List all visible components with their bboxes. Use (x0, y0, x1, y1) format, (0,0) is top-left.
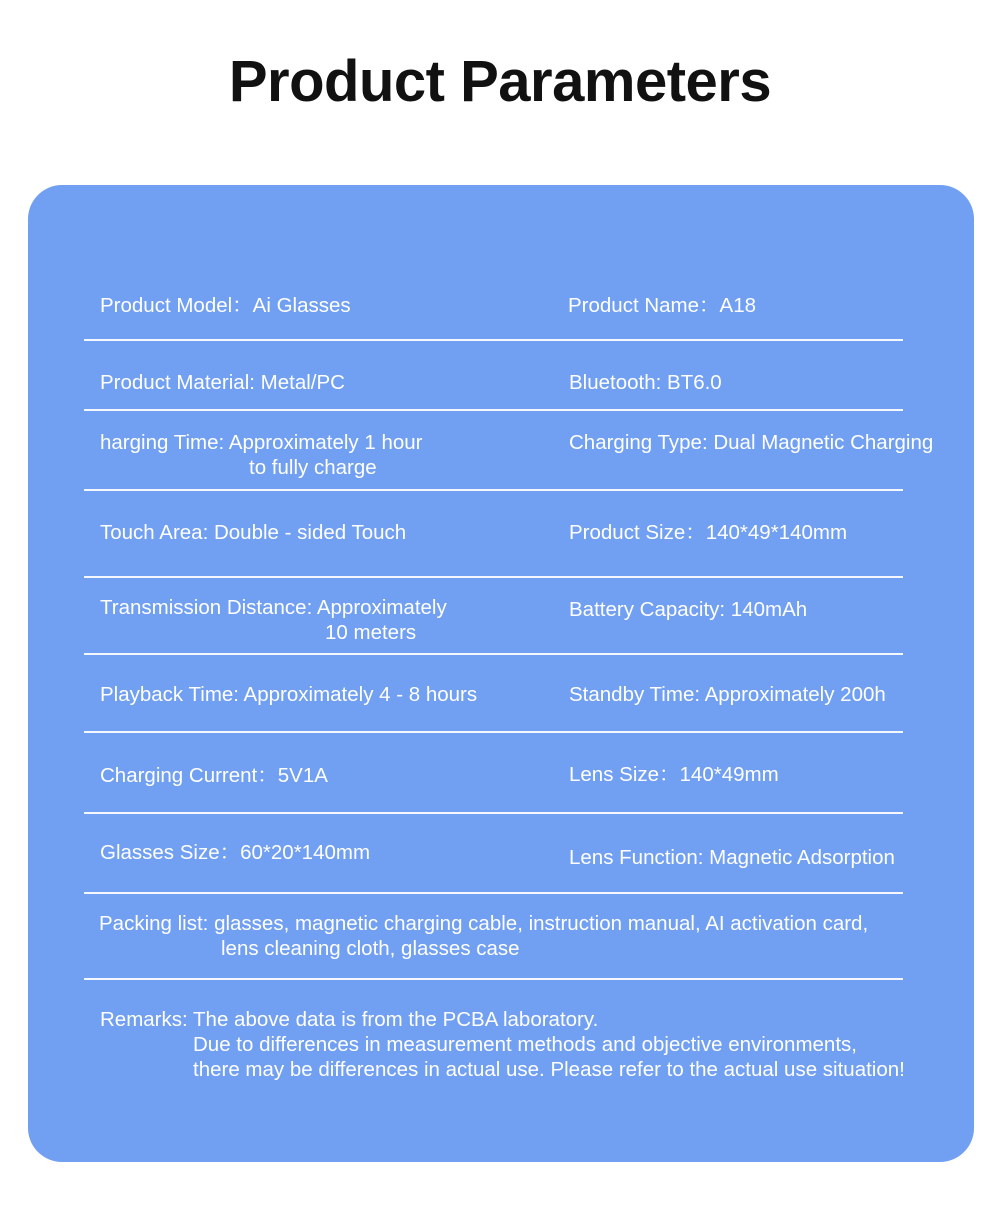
row-divider (84, 978, 903, 980)
packing-list-cont: lens cleaning cloth, glasses case (221, 937, 520, 960)
param-transmission-distance: Transmission Distance: Approximately (100, 596, 447, 619)
page-title: Product Parameters (228, 49, 772, 114)
param-bluetooth: Bluetooth: BT6.0 (569, 371, 722, 394)
param-charging-time: harging Time: Approximately 1 hour (100, 431, 423, 454)
param-charging-type: Charging Type: Dual Magnetic Charging (569, 431, 934, 454)
param-product-name: Product Name：A18 (568, 294, 757, 317)
param-glasses-size: Glasses Size：60*20*140mm (100, 841, 371, 864)
param-charging-current: Charging Current：5V1A (100, 764, 328, 787)
remarks-line-3: there may be differences in actual use. Please refer to the actual use situation! (193, 1058, 905, 1081)
param-transmission-distance-cont: 10 meters (325, 621, 417, 644)
remarks-line-2: Due to differences in measurement methods and objective environments, (193, 1033, 857, 1056)
param-product-size: Product Size：140*49*140mm (569, 521, 848, 544)
param-touch-area: Touch Area: Double - sided Touch (100, 521, 407, 544)
row-divider (84, 812, 903, 814)
param-lens-size: Lens Size：140*49mm (569, 763, 779, 786)
row-divider (84, 731, 903, 733)
param-playback-time: Playback Time: Approximately 4 - 8 hours (100, 683, 478, 706)
row-divider (84, 339, 903, 341)
row-divider (84, 653, 903, 655)
packing-list: Packing list: glasses, magnetic charging cable, instruction manual, AI activation card, (99, 912, 869, 935)
remarks: Remarks: The above data is from the PCBA laboratory. (100, 1008, 599, 1031)
param-standby-time: Standby Time: Approximately 200h (569, 683, 886, 706)
row-divider (84, 489, 903, 491)
param-charging-time-cont: to fully charge (249, 456, 377, 479)
param-product-model: Product Model：Ai Glasses (100, 294, 351, 317)
param-lens-function: Lens Function: Magnetic Adsorption (569, 846, 895, 869)
row-divider (84, 892, 903, 894)
row-divider (84, 576, 903, 578)
param-battery-capacity: Battery Capacity: 140mAh (569, 598, 808, 621)
row-divider (84, 409, 903, 411)
param-product-material: Product Material: Metal/PC (100, 371, 345, 394)
